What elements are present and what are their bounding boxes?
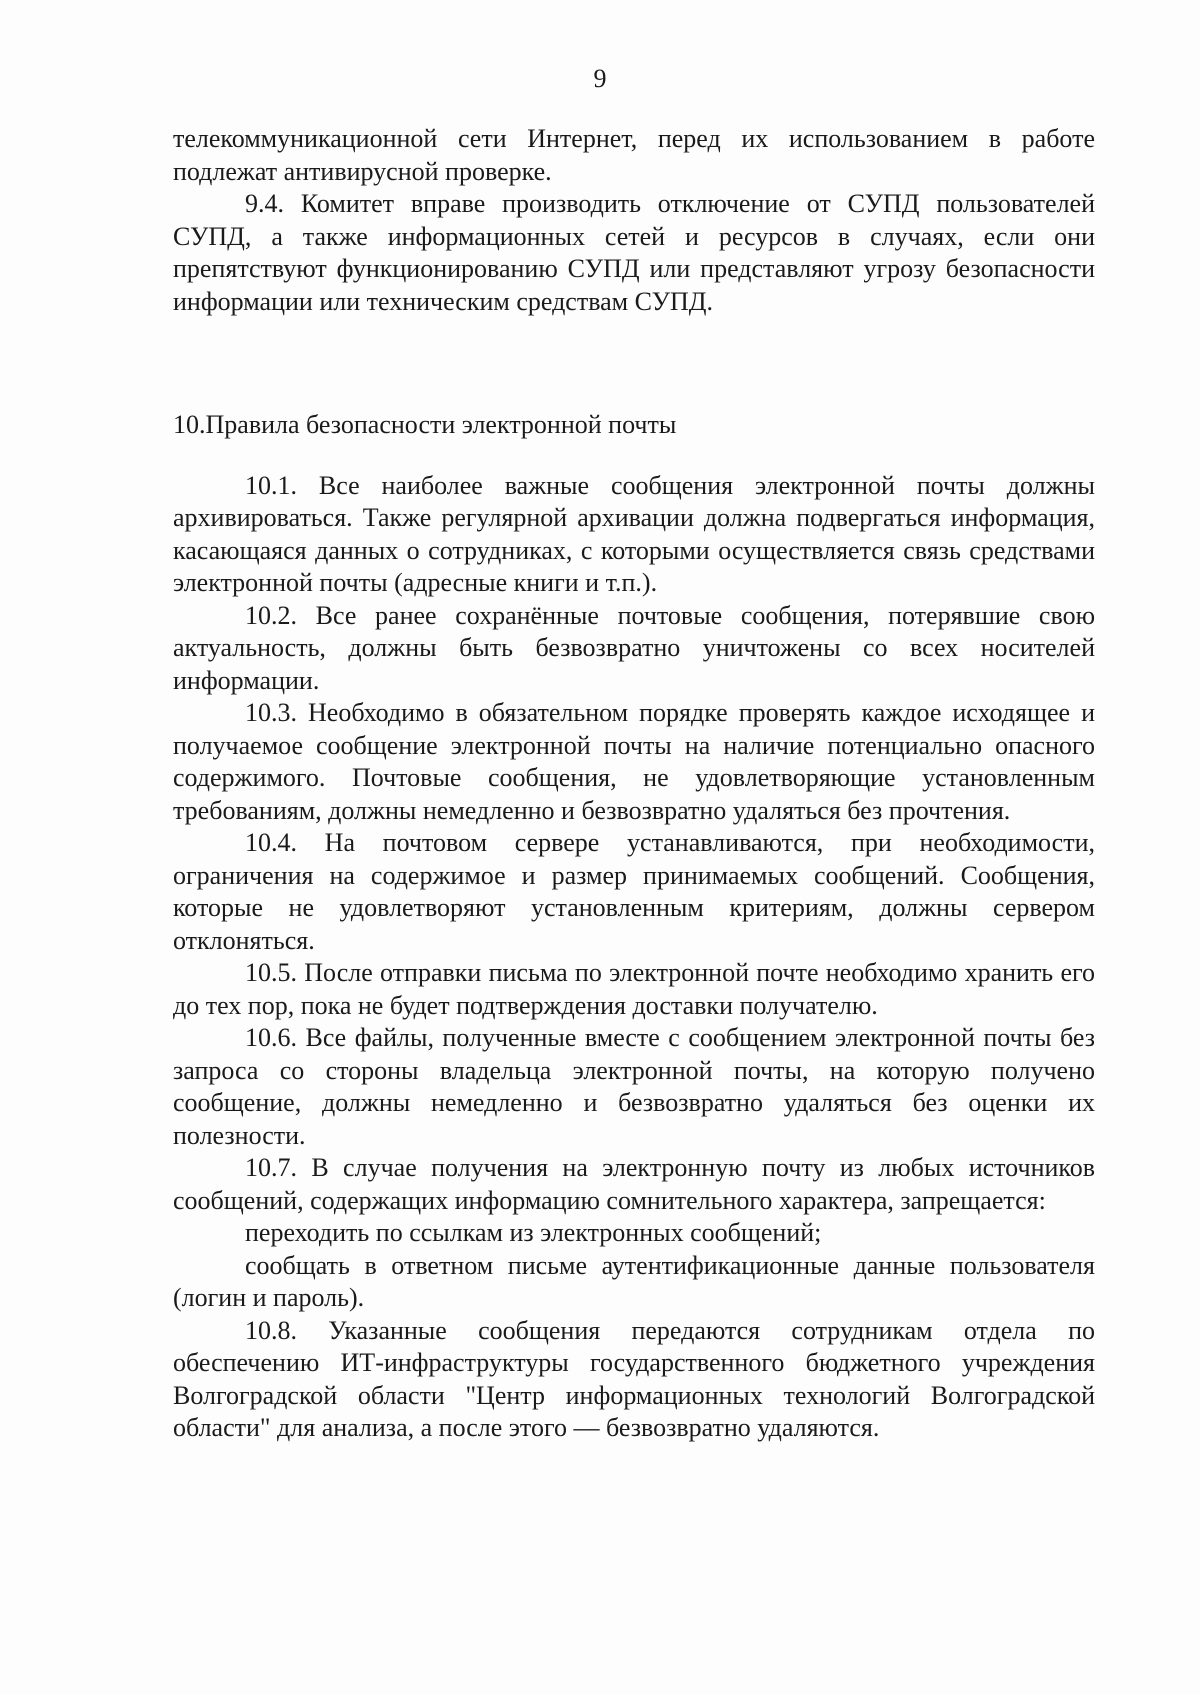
paragraph-continuation: телекоммуникационной сети Интернет, перед их использованием в работе подлежат антивирусной проверке. bbox=[173, 124, 1095, 186]
paragraph-10-4: 10.4. На почтовом сервере устанавливаются, при необходимости, ограничения на содержимое и размер принимаемых сообщений. Сообщения, которые не удовлетворяют установленным критериям, должны сервером отклоняться. bbox=[173, 828, 1095, 955]
paragraph-9-4: 9.4. Комитет вправе производить отключение от СУПД пользователей СУПД, а также информационных сетей и ресурсов в случаях, если они препятствуют функционированию СУПД или представляют угрозу безопасности информации или техническим средствам СУПД. bbox=[173, 189, 1095, 316]
paragraph-10-6: 10.6. Все файлы, полученные вместе с сообщением электронной почты без запроса со стороны владельца электронной почты, на которую получено сообщение, должны немедленно и безвозвратно удаляться без оценки их полезности. bbox=[173, 1023, 1095, 1150]
document-body bbox=[173, 123, 1095, 1445]
section-spacer bbox=[173, 318, 1095, 409]
paragraph-10-3: 10.3. Необходимо в обязательном порядке проверять каждое исходящее и получаемое сообщение электронной почты на наличие потенциально опасного содержимого. Почтовые сообщения, не удовлетворяющие установленным требованиям, должны немедленно и безвозвратно удаляться без прочтения. bbox=[173, 698, 1095, 825]
heading-spacer bbox=[173, 442, 1095, 470]
paragraph-10-1: 10.1. Все наиболее важные сообщения электронной почты должны архивироваться. Также регулярной архивации должна подвергаться информация, касающаяся данных о сотрудниках, с которыми осуществляется связь средствами электронной почты (адресные книги и т.п.). bbox=[173, 470, 1095, 597]
section-heading: 10.Правила безопасности электронной почты bbox=[173, 410, 677, 439]
page-number: 9 bbox=[593, 64, 607, 93]
paragraph-10-7: 10.7. В случае получения на электронную почту из любых источников сообщений, содержащих информацию сомнительного характера, запрещается: bbox=[173, 1153, 1095, 1215]
list-item-credentials: сообщать в ответном письме аутентификационные данные пользователя (логин и пароль). bbox=[173, 1250, 1095, 1312]
paragraph-10-5: 10.5. После отправки письма по электронной почте необходимо хранить его до тех пор, пока не будет подтверждения доставки получателю. bbox=[173, 958, 1095, 1020]
paragraph-10-2: 10.2. Все ранее сохранённые почтовые сообщения, потерявшие свою актуальность, должны быть безвозвратно уничтожены со всех носителей информации. bbox=[173, 600, 1095, 695]
list-item-follow-links: переходить по ссылкам из электронных сообщений; bbox=[245, 1218, 822, 1247]
paragraph-10-8: 10.8. Указанные сообщения передаются сотрудникам отдела по обеспечению ИТ-инфраструктуры государственного бюджетного учреждения Волгоградской области "Центр информационных технологий Волгоградской области" для анализа, а после этого — безвозвратно удаляются. bbox=[173, 1315, 1095, 1442]
